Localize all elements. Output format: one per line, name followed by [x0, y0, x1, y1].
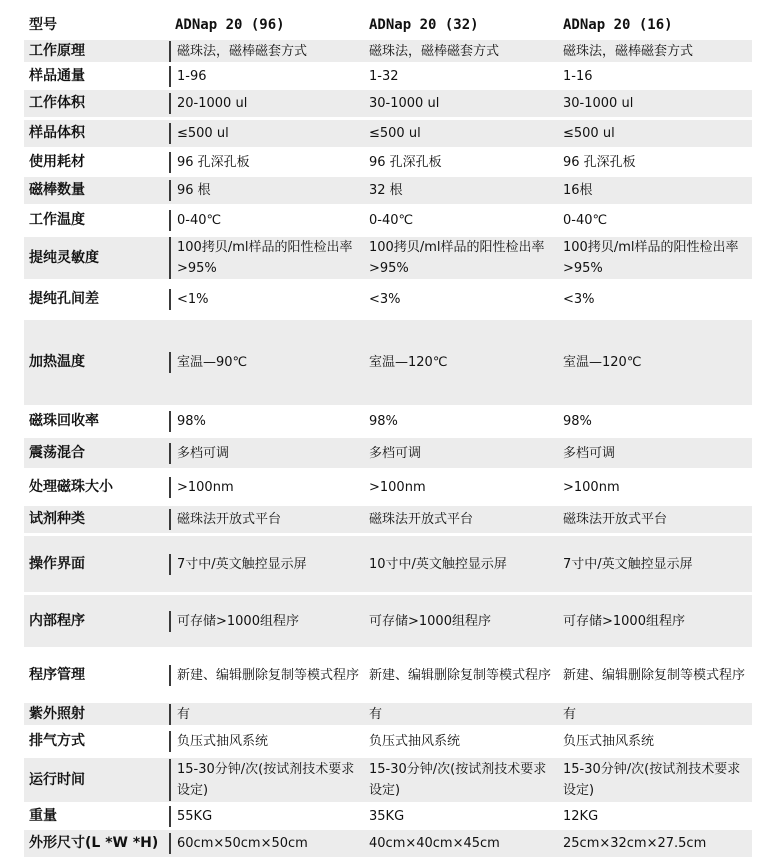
row-value: 96 孔深孔板	[563, 154, 636, 170]
model-16-header: ADNap 20 (16)	[563, 16, 673, 33]
model-96-header: ADNap 20 (96)	[175, 16, 285, 33]
row-value: 有	[563, 706, 577, 722]
row-value: 20-1000 ul	[169, 93, 363, 114]
table-row	[24, 120, 752, 147]
table-row	[24, 207, 752, 234]
row-value: 1-32	[369, 68, 399, 84]
spec-table	[24, 12, 752, 860]
row-label: 试剂种类	[29, 511, 85, 527]
table-row	[24, 65, 752, 87]
row-value: 磁珠法，磁棒磁套方式	[369, 43, 500, 59]
row-value: 10寸中/英文触控显示屏	[369, 556, 507, 572]
row-value: 负压式抽风系统	[169, 731, 363, 752]
row-value: ≤500 ul	[369, 126, 421, 141]
row-value: 7寸中/英文触控显示屏	[563, 556, 693, 572]
row-value: ≤500 ul	[169, 123, 363, 144]
row-value: 100拷贝/ml样品的阳性检出率>95%	[369, 240, 545, 276]
row-label: 工作原理	[29, 42, 85, 59]
table-row	[24, 805, 752, 827]
row-label: 内部程序	[29, 612, 85, 629]
row-value: 35KG	[369, 808, 405, 824]
table-row	[24, 506, 752, 533]
row-label: 使用耗材	[29, 153, 85, 170]
row-label: 样品通量	[29, 67, 85, 84]
row-label: 外形尺寸(L *W *H)	[29, 835, 159, 851]
row-label: 重量	[29, 807, 57, 824]
row-value: 32 根	[369, 183, 403, 198]
row-value: 磁珠法开放式平台	[369, 512, 474, 527]
row-label: 处理磁珠大小	[29, 478, 113, 495]
table-row	[24, 595, 752, 647]
table-row	[24, 758, 752, 802]
row-value: 1-96	[169, 66, 363, 87]
row-label: 操作界面	[29, 555, 85, 572]
table-row	[24, 177, 752, 204]
model-32-header: ADNap 20 (32)	[369, 16, 479, 33]
row-label: 工作体积	[29, 95, 85, 111]
row-value: 可存储>1000组程序	[369, 613, 491, 629]
row-value: 新建、编辑删除复制等模式程序	[169, 665, 363, 686]
table-body	[24, 40, 752, 857]
row-value: 磁珠法开放式平台	[169, 509, 363, 530]
table-row	[24, 40, 752, 62]
row-label: 工作温度	[29, 212, 85, 228]
row-value: 98%	[369, 414, 398, 429]
row-value: >100nm	[369, 479, 426, 495]
row-value: 98%	[563, 414, 592, 429]
table-row	[24, 703, 752, 725]
table-row	[24, 150, 752, 174]
row-value: 100拷贝/ml样品的阳性检出率>95%	[563, 240, 739, 276]
row-value: 新建、编辑删除复制等模式程序	[563, 667, 746, 683]
table-row	[24, 471, 752, 503]
row-value: 可存储>1000组程序	[563, 613, 685, 629]
row-value: 16根	[563, 183, 593, 198]
row-value: 30-1000 ul	[369, 96, 440, 111]
table-row	[24, 237, 752, 279]
row-label: 样品体积	[29, 125, 85, 141]
row-value: 多档可调	[369, 445, 422, 461]
row-value: 多档可调	[169, 443, 363, 464]
table-row	[24, 408, 752, 435]
row-value: 多档可调	[563, 445, 616, 461]
row-value: 磁珠法开放式平台	[563, 512, 668, 527]
row-label: 磁棒数量	[29, 182, 85, 198]
row-label: 提纯孔间差	[29, 291, 99, 307]
row-label: 加热温度	[29, 354, 85, 370]
row-value: 磁珠法，磁棒磁套方式	[563, 43, 694, 59]
row-value: 98%	[169, 411, 363, 432]
row-label: 排气方式	[29, 733, 85, 749]
row-value: <3%	[563, 292, 595, 307]
row-value: 30-1000 ul	[563, 96, 634, 111]
table-header-row	[24, 12, 752, 38]
row-label: 磁珠回收率	[29, 413, 99, 429]
row-value: 0-40℃	[563, 213, 608, 228]
row-label: 紫外照射	[29, 705, 85, 722]
row-value: 15-30分钟/次(按试剂技术要求设定)	[169, 759, 363, 801]
row-value: 60cm×50cm×50cm	[169, 833, 363, 854]
row-value: 15-30分钟/次(按试剂技术要求设定)	[369, 762, 547, 798]
table-row	[24, 536, 752, 592]
table-row	[24, 438, 752, 468]
row-value: 0-40℃	[169, 210, 363, 231]
row-value: <3%	[369, 292, 401, 307]
row-value: 96 根	[169, 180, 363, 201]
row-value: 40cm×40cm×45cm	[369, 836, 500, 851]
row-value: 0-40℃	[369, 213, 414, 228]
table-row	[24, 90, 752, 117]
row-value: 新建、编辑删除复制等模式程序	[369, 667, 552, 683]
row-value: 96 孔深孔板	[369, 154, 442, 170]
row-value: 可存储>1000组程序	[169, 611, 363, 632]
table-row	[24, 650, 752, 700]
row-value: 有	[169, 704, 363, 725]
table-row	[24, 728, 752, 755]
row-label: 运行时间	[29, 771, 85, 788]
row-value: 室温—120℃	[563, 355, 642, 370]
row-value: ≤500 ul	[563, 126, 615, 141]
row-value: 100拷贝/ml样品的阳性检出率>95%	[169, 237, 363, 279]
row-label: 震荡混合	[29, 444, 85, 461]
row-value: 室温—120℃	[369, 355, 448, 370]
row-value: 15-30分钟/次(按试剂技术要求设定)	[563, 762, 741, 798]
row-value: 55KG	[169, 806, 363, 827]
row-value: >100nm	[563, 479, 620, 495]
table-row	[24, 282, 752, 317]
row-value: 12KG	[563, 808, 599, 824]
row-value: 磁珠法，磁棒磁套方式	[169, 41, 363, 62]
row-value: 负压式抽风系统	[369, 734, 461, 749]
row-label: 提纯灵敏度	[29, 249, 99, 266]
row-value: 7寸中/英文触控显示屏	[169, 554, 363, 575]
row-value: >100nm	[169, 477, 363, 498]
table-row	[24, 320, 752, 405]
row-value: 25cm×32cm×27.5cm	[563, 836, 707, 851]
table-row	[24, 830, 752, 857]
row-value: 96 孔深孔板	[169, 152, 363, 173]
row-value: 室温—90℃	[169, 352, 363, 373]
row-label: 程序管理	[29, 666, 85, 683]
header-label: 型号	[29, 16, 57, 33]
row-value: <1%	[169, 289, 363, 310]
row-value: 有	[369, 706, 383, 722]
row-value: 1-16	[563, 68, 593, 84]
row-value: 负压式抽风系统	[563, 734, 655, 749]
